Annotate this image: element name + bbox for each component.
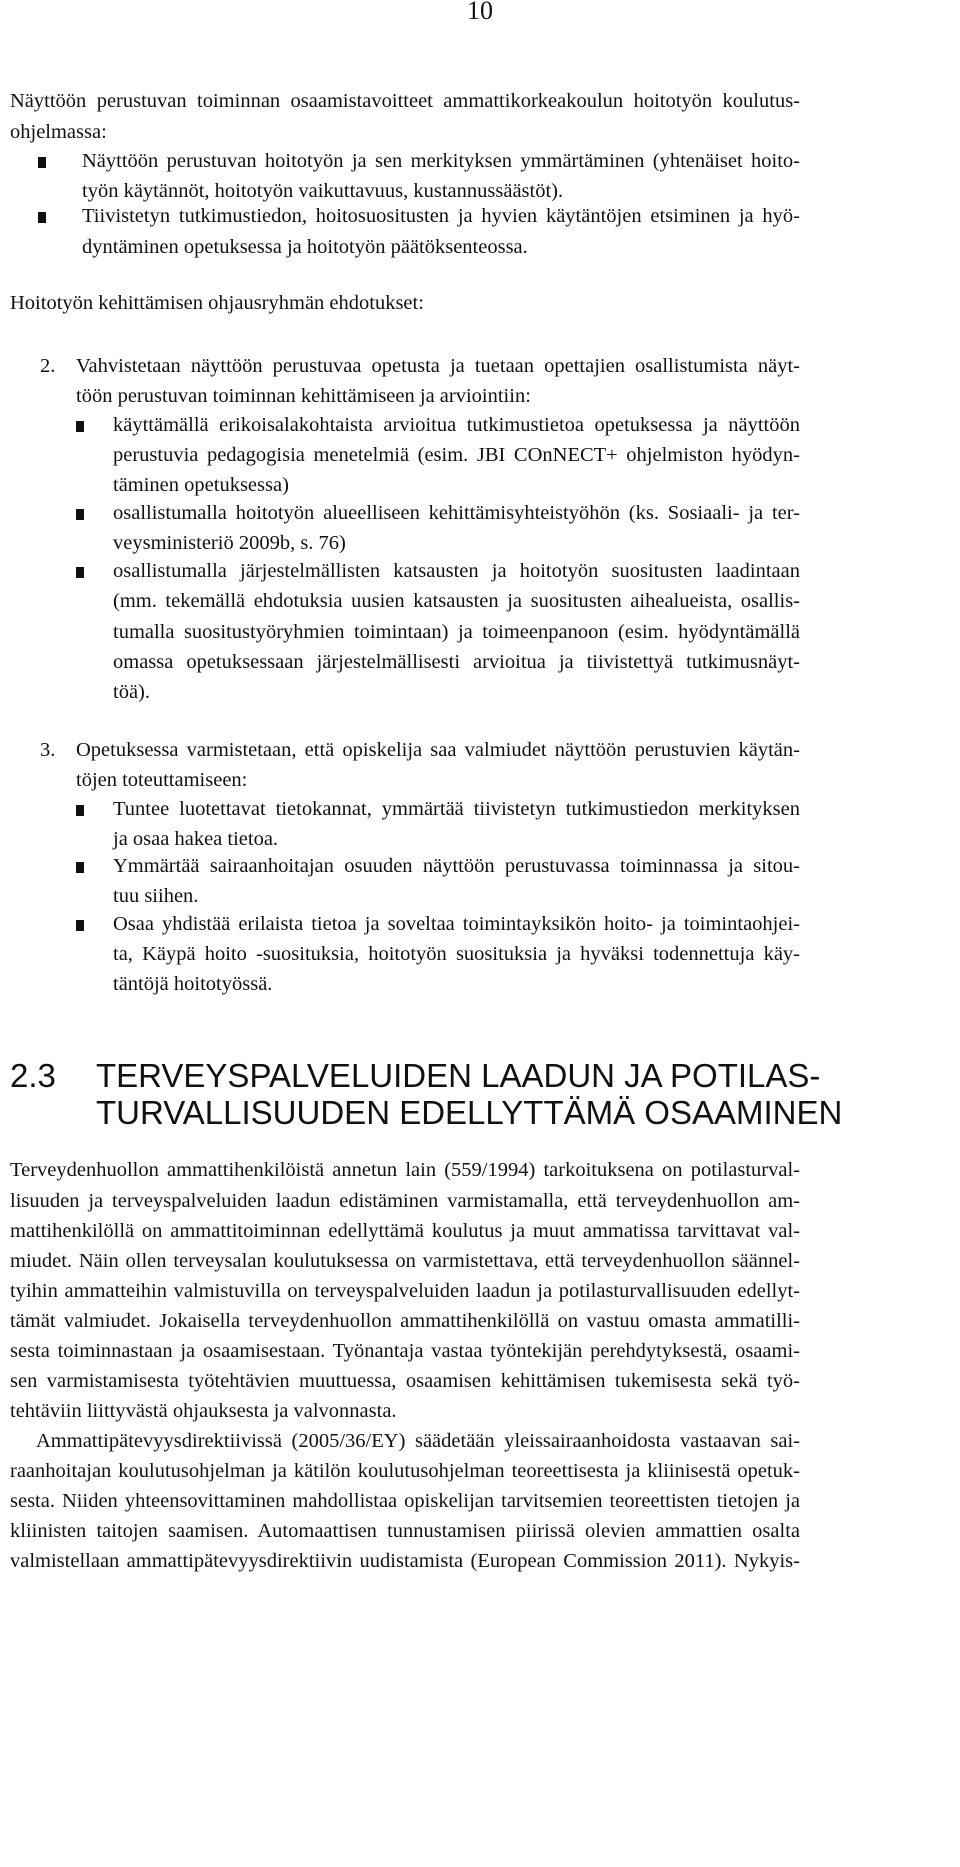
bullet-icon: [76, 862, 84, 873]
sub-bullet-line: perustuvia pedagogisia menetelmiä (esim. JBI COnNECT+ ohjelmiston hyödyn-: [113, 444, 800, 466]
paragraph-line: sesta toiminnastaan ja osaamisestaan. Työnantaja vastaa työntekijän perehdytyksestä, osaami-: [10, 1340, 800, 1362]
paragraph-line: mattihenkilöllä on ammattitoiminnan edellyttämä koulutus ja muut ammatissa tarvittavat val-: [10, 1220, 800, 1242]
intro-line: ohjelmassa:: [10, 121, 107, 143]
paragraph-line: sesta. Niiden yhteensovittaminen mahdollistaa opiskelijan tarvitsemien teoreettisten tietojen ja: [10, 1490, 800, 1512]
section-number: 2.3: [10, 1057, 56, 1094]
sub-bullet-line: osallistumalla hoitotyön alueelliseen kehittämisyhteistyöhön (ks. Sosiaali- ja ter-: [113, 502, 800, 524]
paragraph-line: tehtäviin liittyvästä ohjauksesta ja valvonnasta.: [10, 1400, 397, 1422]
bullet-icon: [76, 805, 84, 816]
paragraph-line: tämät valmiudet. Jokaisella terveydenhuollon ammattihenkilöllä on vastuu omasta ammatilli-: [10, 1310, 800, 1332]
paragraph-line: lisuuden ja terveyspalveluiden laadun edistäminen varmistamalla, että terveydenhuollon am-: [10, 1190, 800, 1212]
item-number: 2.: [40, 355, 56, 377]
sub-bullet-line: täminen opetuksessa): [113, 474, 289, 496]
bullet-icon: [76, 567, 84, 578]
paragraph-line: raanhoitajan koulutusohjelman ja kätilön koulutusohjelman teoreettisesta ja kliinisestä opetuk-: [10, 1460, 800, 1482]
paragraph-line: sen varmistamisesta työtehtävien muuttuessa, osaamisen kehittämisen tukemisesta sekä työ-: [10, 1370, 800, 1392]
paragraph-line: tyihin ammatteihin valmistuvilla on terveyspalveluiden laadun ja potilasturvallisuuden edellyt-: [10, 1280, 800, 1302]
sub-bullet-line: veysministeriö 2009b, s. 76): [113, 532, 346, 554]
intro-bullet-line: Tiivistetyn tutkimustiedon, hoitosuositusten ja hyvien käytäntöjen etsiminen ja hyö-: [82, 205, 800, 227]
paragraph-line: valmistellaan ammattipätevyysdirektiivin uudistamista (European Commission 2011). Nykyis-: [10, 1550, 800, 1572]
item-line: Vahvistetaan näyttöön perustuvaa opetusta ja tuetaan opettajien osallistumista näyt-: [76, 355, 800, 377]
sub-bullet-line: Tuntee luotettavat tietokannat, ymmärtää tiivistetyn tutkimustiedon merkityksen: [113, 798, 800, 820]
sub-bullet-line: töä).: [113, 681, 150, 703]
page-number: 10: [467, 0, 493, 25]
item-line: töön perustuvan toiminnan kehittämiseen ja arviointiin:: [76, 385, 531, 407]
sub-bullet-line: ta, Käypä hoito -suosituksia, hoitotyön suosituksia ja hyväksi todennettuja käy-: [113, 943, 800, 965]
paragraph-line: kliinisten taitojen saamisen. Automaattisen tunnustamisen piirissä olevien ammattien osalta: [10, 1520, 800, 1542]
group-heading: Hoitotyön kehittämisen ohjausryhmän ehdotukset:: [10, 292, 424, 314]
paragraph-line: Terveydenhuollon ammattihenkilöistä annetun lain (559/1994) tarkoituksena on potilasturval-: [10, 1159, 800, 1181]
bullet-icon: [76, 509, 84, 520]
paragraph-line: miudet. Näin ollen terveysalan koulutuksessa on varmistettava, että terveydenhuollon säännel-: [10, 1250, 800, 1272]
bullet-icon: [76, 421, 84, 432]
sub-bullet-line: tuu siihen.: [113, 885, 199, 907]
intro-bullet-line: Näyttöön perustuvan hoitotyön ja sen merkityksen ymmärtäminen (yhtenäiset hoito-: [82, 150, 800, 172]
item-line: Opetuksessa varmistetaan, että opiskelija saa valmiudet näyttöön perustuvien käytän-: [76, 739, 800, 761]
intro-line: Näyttöön perustuvan toiminnan osaamistavoitteet ammattikorkeakoulun hoitotyön koulutus-: [10, 90, 800, 112]
sub-bullet-line: omassa opetuksessaan järjestelmällisesti arvioitua ja tiivistettyä tutkimusnäyt-: [113, 651, 800, 673]
sub-bullet-line: Ymmärtää sairaanhoitajan osuuden näyttöön perustuvassa toiminnassa ja sitou-: [113, 855, 800, 877]
sub-bullet-line: osallistumalla järjestelmällisten katsausten ja hoitotyön suositusten laadintaan: [113, 560, 800, 582]
item-number: 3.: [40, 739, 56, 761]
intro-bullet-line: dyntäminen opetuksessa ja hoitotyön päätöksenteossa.: [82, 236, 528, 258]
sub-bullet-line: tumalla suositustyöryhmien toimintaan) ja toimeenpanoon (esim. hyödyntämällä: [113, 621, 800, 643]
bullet-icon: [38, 157, 46, 168]
paragraph-line: Ammattipätevyysdirektiivissä (2005/36/EY) säädetään yleissairaanhoidosta vastaavan sai-: [36, 1430, 800, 1452]
sub-bullet-line: Osaa yhdistää erilaista tietoa ja soveltaa toimintayksikön hoito- ja toimintaohjei-: [113, 913, 800, 935]
intro-bullet-line: työn käytännöt, hoitotyön vaikuttavuus, kustannussäästöt).: [82, 180, 564, 202]
item-line: töjen toteuttamiseen:: [76, 769, 248, 791]
sub-bullet-line: (mm. tekemällä ehdotuksia uusien katsausten ja suositusten aihealueista, osallis-: [113, 590, 800, 612]
sub-bullet-line: täntöjä hoitotyössä.: [113, 973, 273, 995]
bullet-icon: [38, 212, 46, 223]
sub-bullet-line: käyttämällä erikoisalakohtaista arvioitua tutkimustietoa opetuksessa ja näyttöön: [113, 414, 800, 436]
section-title-line: TURVALLISUUDEN EDELLYTTÄMÄ OSAAMINEN: [96, 1094, 843, 1131]
section-title-line: TERVEYSPALVELUIDEN LAADUN JA POTILAS-: [96, 1057, 821, 1094]
sub-bullet-line: ja osaa hakea tietoa.: [113, 828, 279, 850]
bullet-icon: [76, 920, 84, 931]
